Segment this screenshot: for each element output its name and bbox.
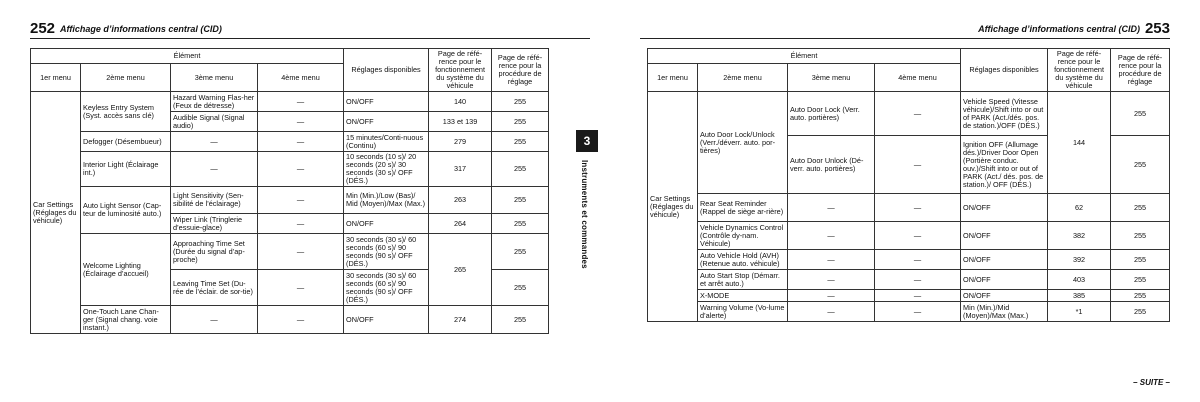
ref-cell: 140 <box>429 92 492 112</box>
menu3-cell: Approaching Time Set (Durée du signal d’ap-proche) <box>171 234 258 270</box>
ref-cell: 62 <box>1048 194 1111 222</box>
table-row <box>648 270 1170 290</box>
ref-cell: 263 <box>429 187 492 214</box>
settings-cell: Min (Min.)/Mid (Moyen)/Max (Max.) <box>961 302 1048 322</box>
menu4-cell: — <box>875 250 961 270</box>
table-row <box>648 222 1170 250</box>
header-element: Élément <box>648 49 961 64</box>
menu2-cell: Vehicle Dynamics Control (Contrôle dy-nam. Véhicule) <box>698 222 788 250</box>
proc-cell: 255 <box>492 112 549 132</box>
chapter-label: Instruments et commandes <box>580 160 589 269</box>
page-header <box>640 20 1170 39</box>
table-row <box>31 306 549 334</box>
page-number: 252 <box>30 20 56 37</box>
menu2-cell: X-MODE <box>698 290 788 302</box>
menu3-cell: — <box>788 302 875 322</box>
menu3-cell: — <box>788 222 875 250</box>
page-header <box>30 20 590 39</box>
header-ref-cid: Page de réfé-rence pour le fonctionnement du système du véhicule <box>1048 49 1111 92</box>
menu4-cell: — <box>258 132 344 152</box>
menu2-cell: Auto Start Stop (Démarr. et arrêt auto.) <box>698 270 788 290</box>
menu2-cell: Auto Light Sensor (Cap-teur de luminosité auto.) <box>81 187 171 234</box>
ref-cell: 317 <box>429 152 492 187</box>
menu3-cell: Wiper Link (Tringlerie d’essuie-glace) <box>171 214 258 234</box>
menu3-cell: Audible Signal (Signal audio) <box>171 112 258 132</box>
continued-label: – SUITE – <box>1133 378 1170 387</box>
menu2-cell: Rear Seat Reminder (Rappel de siège ar-rière) <box>698 194 788 222</box>
menu4-cell: — <box>875 302 961 322</box>
proc-cell: 255 <box>492 132 549 152</box>
chapter-tab: 3 <box>576 130 598 152</box>
proc-cell: 255 <box>492 234 549 270</box>
proc-cell: 255 <box>1111 290 1170 302</box>
menu2-cell: Auto Vehicle Hold (AVH) (Retenue auto. véhicule) <box>698 250 788 270</box>
settings-cell: 15 minutes/Conti-nuous (Continu) <box>344 132 429 152</box>
settings-cell: Ignition OFF (Allumage dés.)/Driver Door Open (Portière conduc. ouv.)/Shift into or out of PARK (Act./ dés. pos. de station.)/ OFF (DÉS.) <box>961 136 1048 194</box>
table-header-row <box>648 49 1170 64</box>
menu4-cell: — <box>258 214 344 234</box>
menu1-cell: Car Settings (Réglages du véhicule) <box>31 92 81 334</box>
ref-cell: 274 <box>429 306 492 334</box>
header-menu4: 4ème menu <box>875 64 961 92</box>
menu3-cell: — <box>171 132 258 152</box>
settings-cell: ON/OFF <box>344 112 429 132</box>
menu3-cell: Hazard Warning Flas-her (Feux de détresse) <box>171 92 258 112</box>
proc-cell: 255 <box>1111 194 1170 222</box>
menu3-cell: — <box>788 194 875 222</box>
menu3-cell: — <box>788 270 875 290</box>
header-element: Élément <box>31 49 344 64</box>
ref-cell: 265 <box>429 234 492 306</box>
header-menu3: 3ème menu <box>788 64 875 92</box>
settings-cell: ON/OFF <box>961 222 1048 250</box>
menu2-cell: Welcome Lighting (Éclairage d’accueil) <box>81 234 171 306</box>
proc-cell: 255 <box>1111 222 1170 250</box>
menu4-cell: — <box>258 270 344 306</box>
settings-cell: ON/OFF <box>961 270 1048 290</box>
ref-cell: 392 <box>1048 250 1111 270</box>
header-ref-proc: Page de réfé-rence pour la procédure de réglage <box>1111 49 1170 92</box>
settings-cell: 30 seconds (30 s)/ 60 seconds (60 s)/ 90 seconds (90 s)/ OFF (DÉS.) <box>344 270 429 306</box>
table-row <box>648 92 1170 136</box>
header-menu3: 3ème menu <box>171 64 258 92</box>
proc-cell: 255 <box>1111 136 1170 194</box>
settings-cell: Vehicle Speed (Vitesse véhicule)/Shift into or out of PARK (Act./dés. pos. de station.)/OFF (DÉS.) <box>961 92 1048 136</box>
proc-cell: 255 <box>1111 250 1170 270</box>
table-row <box>31 234 549 270</box>
menu4-cell: — <box>258 92 344 112</box>
table-row <box>648 302 1170 322</box>
menu4-cell: — <box>258 306 344 334</box>
menu4-cell: — <box>875 194 961 222</box>
menu4-cell: — <box>875 290 961 302</box>
settings-cell: ON/OFF <box>961 290 1048 302</box>
proc-cell: 255 <box>1111 92 1170 136</box>
proc-cell: 255 <box>1111 302 1170 322</box>
ref-cell: 133 et 139 <box>429 112 492 132</box>
header-menu2: 2ème menu <box>81 64 171 92</box>
menu3-cell: — <box>171 306 258 334</box>
settings-cell: ON/OFF <box>344 214 429 234</box>
menu4-cell: — <box>258 234 344 270</box>
ref-cell: 144 <box>1048 92 1111 194</box>
menu1-cell: Car Settings (Réglages du véhicule) <box>648 92 698 322</box>
right-page <box>600 0 1200 402</box>
menu2-cell: Warning Volume (Vo-lume d’alerte) <box>698 302 788 322</box>
settings-table <box>647 48 1170 322</box>
proc-cell: 255 <box>492 214 549 234</box>
proc-cell: 255 <box>492 270 549 306</box>
menu4-cell: — <box>875 222 961 250</box>
page-number: 253 <box>1144 20 1170 37</box>
settings-cell: Min (Min.)/Low (Bas)/ Mid (Moyen)/Max (Max.) <box>344 187 429 214</box>
header-ref-proc: Page de réfé-rence pour la procédure de réglage <box>492 49 549 92</box>
header-menu4: 4ème menu <box>258 64 344 92</box>
settings-table <box>30 48 549 334</box>
menu3-cell: — <box>788 290 875 302</box>
ref-cell: *1 <box>1048 302 1111 322</box>
proc-cell: 255 <box>492 187 549 214</box>
table-header-row <box>31 49 549 64</box>
menu4-cell: — <box>875 136 961 194</box>
page-title: Affichage d’informations central (CID) <box>60 24 222 34</box>
table-row <box>648 250 1170 270</box>
menu4-cell: — <box>258 187 344 214</box>
menu3-cell: Light Sensitivity (Sen-sibilité de l’éclairage) <box>171 187 258 214</box>
ref-cell: 264 <box>429 214 492 234</box>
settings-cell: ON/OFF <box>344 92 429 112</box>
table-row <box>31 152 549 187</box>
menu3-cell: Leaving Time Set (Du-rée de l’éclair. de sor-tie) <box>171 270 258 306</box>
header-menu2: 2ème menu <box>698 64 788 92</box>
proc-cell: 255 <box>492 92 549 112</box>
table-row <box>648 290 1170 302</box>
menu3-cell: — <box>171 152 258 187</box>
menu2-cell: Interior Light (Éclairage int.) <box>81 152 171 187</box>
settings-cell: ON/OFF <box>344 306 429 334</box>
menu2-cell: Keyless Entry System (Syst. accès sans clé) <box>81 92 171 132</box>
menu4-cell: — <box>258 152 344 187</box>
header-menu1: 1er menu <box>31 64 81 92</box>
settings-cell: 10 seconds (10 s)/ 20 seconds (20 s)/ 30 seconds (30 s)/ OFF (DÉS.) <box>344 152 429 187</box>
menu2-cell: One-Touch Lane Chan-ger (Signal chang. voie instant.) <box>81 306 171 334</box>
ref-cell: 382 <box>1048 222 1111 250</box>
header-settings: Réglages disponibles <box>344 49 429 92</box>
table-row <box>31 132 549 152</box>
ref-cell: 403 <box>1048 270 1111 290</box>
menu3-cell: Auto Door Lock (Verr. auto. portières) <box>788 92 875 136</box>
settings-cell: ON/OFF <box>961 250 1048 270</box>
menu4-cell: — <box>258 112 344 132</box>
header-ref-cid: Page de réfé-rence pour le fonctionnement du système du véhicule <box>429 49 492 92</box>
menu3-cell: Auto Door Unlock (Dé-verr. auto. portières) <box>788 136 875 194</box>
table-row <box>648 194 1170 222</box>
settings-cell: ON/OFF <box>961 194 1048 222</box>
table-row <box>31 92 549 112</box>
header-settings: Réglages disponibles <box>961 49 1048 92</box>
ref-cell: 385 <box>1048 290 1111 302</box>
menu4-cell: — <box>875 92 961 136</box>
menu3-cell: — <box>788 250 875 270</box>
menu4-cell: — <box>875 270 961 290</box>
proc-cell: 255 <box>1111 270 1170 290</box>
proc-cell: 255 <box>492 306 549 334</box>
table-row <box>31 187 549 214</box>
proc-cell: 255 <box>492 152 549 187</box>
page-title: Affichage d’informations central (CID) <box>978 24 1140 34</box>
header-menu1: 1er menu <box>648 64 698 92</box>
menu2-cell: Auto Door Lock/Unlock (Verr./déverr. auto. por-tières) <box>698 92 788 194</box>
menu2-cell: Defogger (Désembueur) <box>81 132 171 152</box>
ref-cell: 279 <box>429 132 492 152</box>
settings-cell: 30 seconds (30 s)/ 60 seconds (60 s)/ 90 seconds (90 s)/ OFF (DÉS.) <box>344 234 429 270</box>
